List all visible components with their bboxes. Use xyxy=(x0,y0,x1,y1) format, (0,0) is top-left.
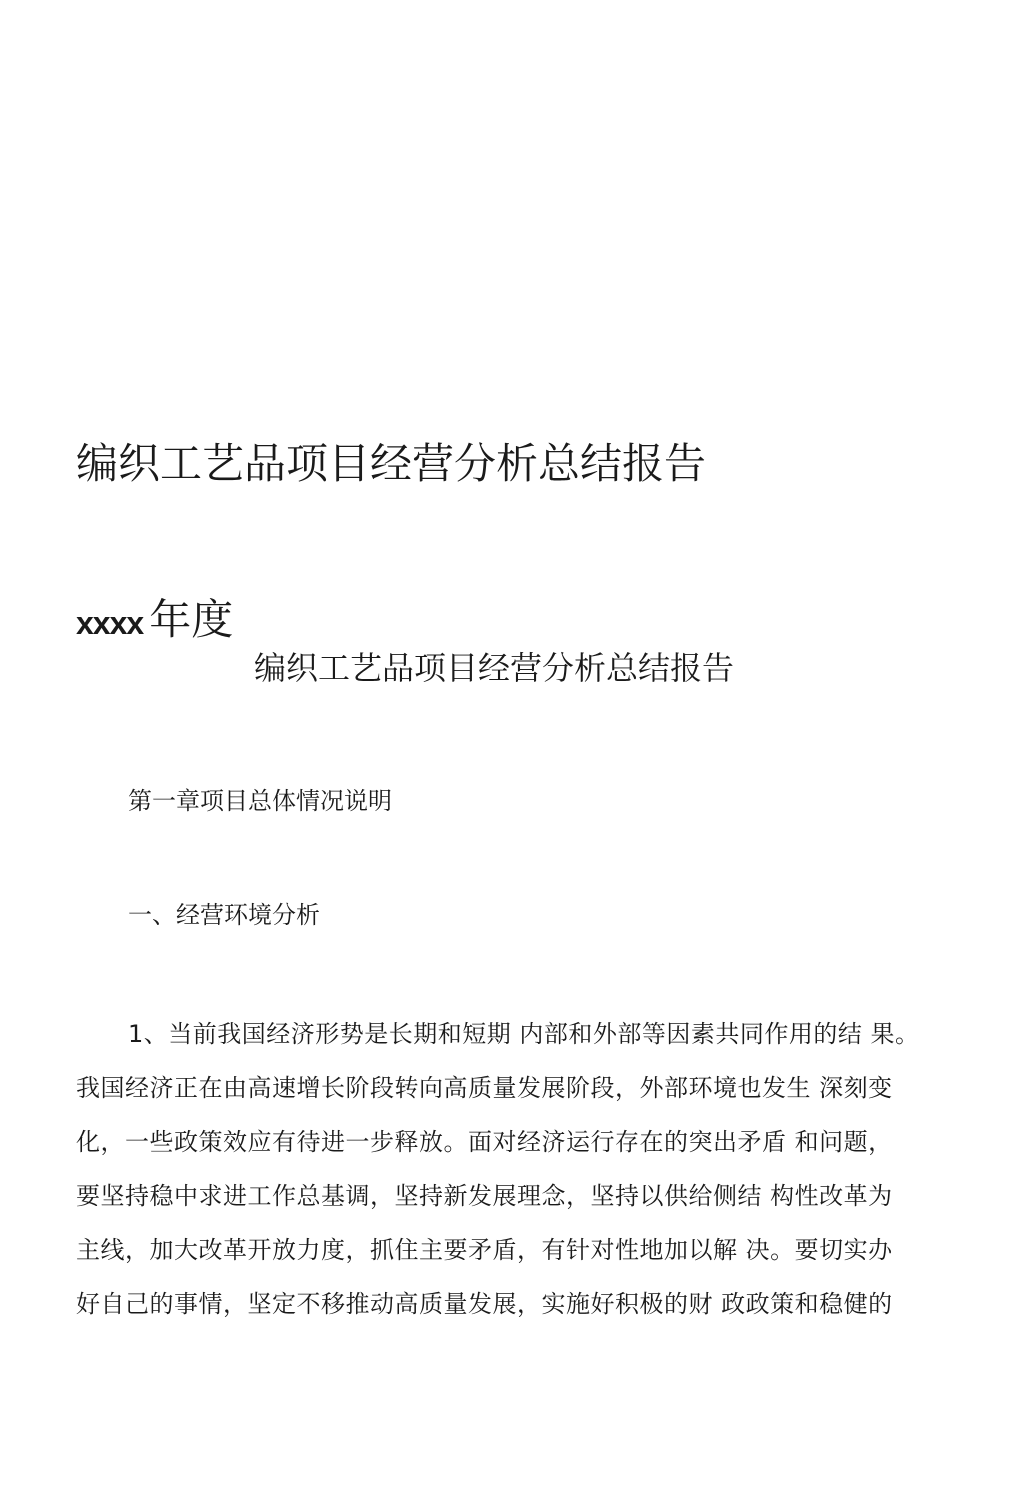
report-year-heading xyxy=(76,592,233,651)
section-heading: 一、经营环境分析 xyxy=(128,901,320,929)
paragraph-line: 我国经济正在由高速增长阶段转向高质量发展阶段，外部环境也发生 深刻变 xyxy=(76,1074,893,1102)
document-title: 编织工艺品项目经营分析总结报告 xyxy=(76,439,707,488)
paragraph-line: 1、当前我国经济形势是长期和短期 内部和外部等因素共同作用的结 果。 xyxy=(128,1020,920,1048)
chapter-heading: 第一章项目总体情况说明 xyxy=(128,787,392,815)
paragraph-line: 要坚持稳中求进工作总基调，坚持新发展理念，坚持以供给侧结 构性改革为 xyxy=(76,1182,893,1210)
paragraph-line: 主线，加大改革开放力度，抓住主要矛盾，有针对性地加以解 决。要切实办 xyxy=(76,1236,893,1264)
paragraph-line: 好自己的事情，坚定不移推动高质量发展，实施好积极的财 政政策和稳健的 xyxy=(76,1290,893,1318)
paragraph-line: 化，一些政策效应有待进一步释放。面对经济运行存在的突出矛盾 和问题， xyxy=(76,1128,893,1156)
year-suffix: 年度 xyxy=(149,595,234,644)
body-paragraph xyxy=(76,1013,976,1337)
year-placeholder: xxxx xyxy=(76,605,144,641)
document-subtitle: 编织工艺品项目经营分析总结报告 xyxy=(254,649,735,687)
